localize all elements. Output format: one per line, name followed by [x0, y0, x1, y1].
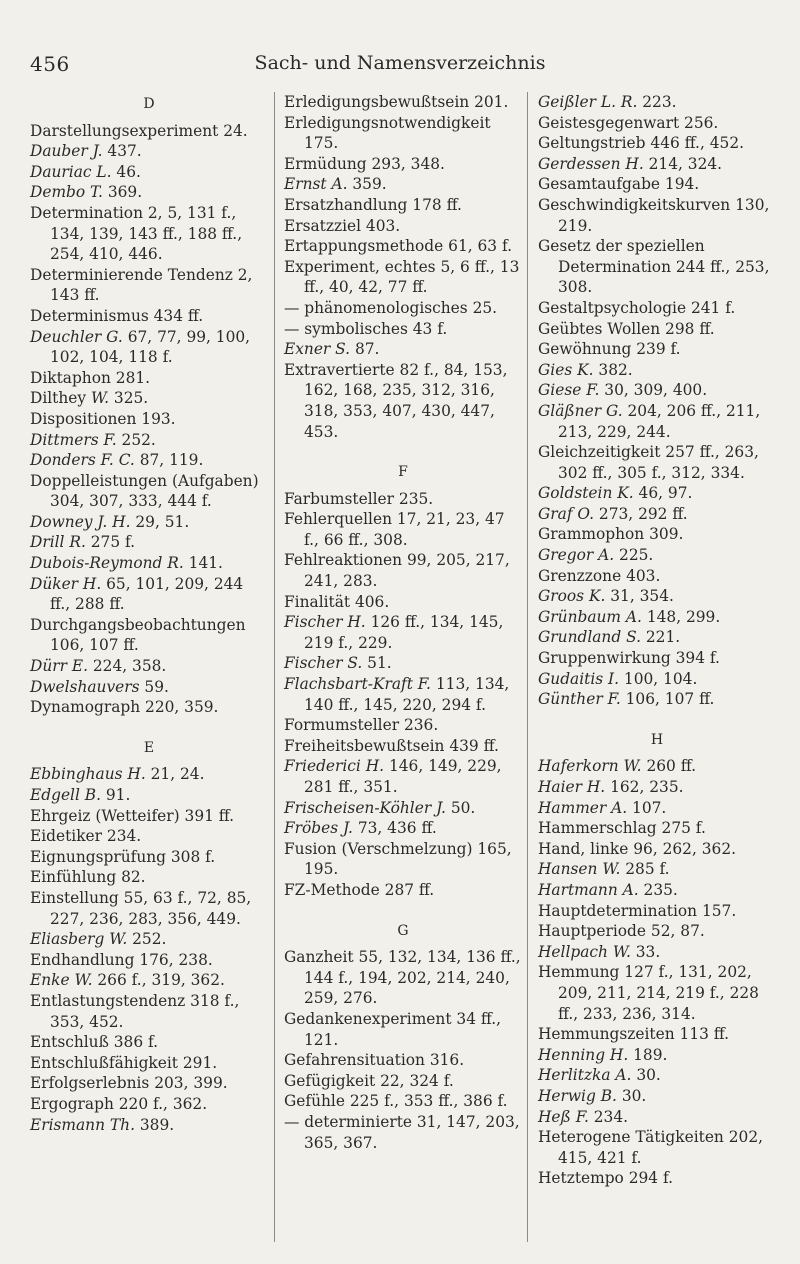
index-entry: Erledigungsbewußtsein 201.: [284, 93, 509, 111]
index-entry: [30, 327, 268, 368]
page-refs: 126 ff., 134, 145, 219 f., 229.: [304, 613, 504, 652]
index-entry: [30, 388, 268, 409]
page-refs: 31, 354.: [605, 587, 674, 606]
index-entry: Diktaphon 281.: [30, 368, 151, 387]
index-entry: [538, 669, 776, 690]
index-entry: Geschwindigkeitskurven 130, 219.: [538, 195, 770, 235]
page-refs: 148, 299.: [641, 607, 721, 626]
author-name: Hartmann A.: [538, 880, 639, 899]
index-entry: [30, 532, 268, 553]
author-name: Hellpach W.: [538, 942, 631, 961]
index-entry: [538, 545, 776, 566]
page-refs: 30.: [616, 1086, 647, 1105]
index-entry: Dynamograph 220, 359.: [30, 698, 219, 717]
index-entry: Gefügigkeit 22, 324 f.: [284, 1071, 454, 1090]
author-name: Dürr E.: [30, 657, 88, 676]
index-entry: Experiment, echtes 5, 6 ff., 13 ff., 40, 42, 77 ff.: [284, 257, 520, 297]
page-refs: 33.: [630, 942, 661, 961]
page-refs: 214, 324.: [643, 154, 723, 173]
author-name: Eliasberg W.: [30, 930, 128, 949]
index-entry: Gruppenwirkung 394 f.: [538, 649, 720, 668]
page-refs: 275 f.: [85, 533, 136, 552]
page-refs: 59.: [139, 677, 169, 696]
index-entry: Ersatzhandlung 178 ff.: [284, 195, 462, 214]
author-name: Grünbaum A.: [538, 607, 642, 626]
entry-term: Dilthey: [30, 389, 91, 408]
index-entry: Erledigungsnotwendigkeit 175.: [284, 113, 491, 153]
index-entry: Grammophon 309.: [538, 525, 684, 544]
index-entry: — phänomenologisches 25.: [284, 298, 498, 317]
index-entry: Fusion (Verschmelzung) 165, 195.: [284, 839, 512, 879]
index-entry: Hauptdetermination 157.: [538, 901, 737, 920]
index-entry: [538, 798, 776, 819]
index-entry: Endhandlung 176, 238.: [30, 950, 213, 969]
author-name: Ernst A.: [284, 175, 348, 194]
author-name: Donders F. C.: [30, 451, 135, 470]
index-entry: Einstellung 55, 63 f., 72, 85, 227, 236, 283, 356, 449.: [30, 888, 252, 928]
column-divider: [274, 92, 275, 1242]
author-name: Fischer H.: [284, 613, 366, 632]
page-refs: 273, 292 ff.: [594, 504, 688, 523]
index-entry: [538, 627, 776, 648]
index-entry: [538, 689, 776, 710]
index-entry: [284, 756, 522, 797]
index-column-2: [284, 92, 522, 1153]
author-name: Gläßner G.: [538, 401, 623, 420]
section-letter: E: [143, 739, 155, 756]
author-name: Hammer A.: [538, 798, 628, 817]
page-refs: 87.: [350, 340, 380, 359]
index-entry: Erfolgserlebnis 203, 399.: [30, 1074, 228, 1093]
page-refs: 252.: [116, 430, 156, 449]
section-letter: G: [397, 922, 409, 939]
page-refs: 65, 101, 209, 244 ff., 288 ff.: [50, 574, 244, 614]
author-name: Heß F.: [538, 1107, 589, 1126]
index-entry: [30, 677, 268, 698]
author-name: Dittmers F.: [30, 430, 117, 449]
index-entry: Ganzheit 55, 132, 134, 136 ff., 144 f., 194, 202, 214, 240, 259, 276.: [284, 948, 521, 1008]
author-name: Fischer S.: [284, 654, 363, 673]
author-name: Günther F.: [538, 690, 621, 709]
author-name: Downey J. H.: [30, 512, 131, 531]
index-entry: [30, 430, 268, 451]
author-name: Gies K.: [538, 360, 594, 379]
index-entry: [30, 764, 268, 785]
page-refs: 189.: [628, 1045, 668, 1064]
index-entry: Entschluß 386 f.: [30, 1033, 159, 1052]
page-refs: 106, 107 ff.: [620, 690, 715, 709]
index-entry: Dispositionen 193.: [30, 409, 176, 428]
index-entry: Grenzzone 403.: [538, 566, 661, 585]
index-entry: — determinierte 31, 147, 203, 365, 367.: [284, 1112, 520, 1152]
author-name: W.: [90, 389, 110, 408]
page-refs: 266 f., 319, 362.: [92, 971, 225, 990]
index-entry: [30, 512, 268, 533]
index-entry: Entschlußfähigkeit 291.: [30, 1053, 218, 1072]
index-entry: [284, 612, 522, 653]
index-entry: Geltungstrieb 446 ff., 452.: [538, 134, 744, 153]
index-entry: Gestaltpsychologie 241 f.: [538, 298, 736, 317]
index-entry: Eignungsprüfung 308 f.: [30, 847, 216, 866]
index-entry: — symbolisches 43 f.: [284, 319, 448, 338]
index-entry: Determinismus 434 ff.: [30, 306, 204, 325]
index-entry: Gefühle 225 f., 353 ff., 386 f.: [284, 1092, 508, 1111]
index-entry: Durchgangsbeobachtungen 106, 107 ff.: [30, 615, 246, 655]
page-refs: 234.: [588, 1107, 629, 1126]
page-refs: 29, 51.: [130, 512, 190, 531]
author-name: Dwelshauvers: [30, 677, 140, 696]
page-refs: 113, 134, 140 ff., 145, 220, 294 f.: [304, 675, 510, 714]
page-refs: 359.: [347, 175, 387, 194]
page-refs: 389.: [134, 1115, 175, 1134]
index-entry: [30, 785, 268, 806]
index-entry: Eidetiker 234.: [30, 827, 142, 846]
section-letter: H: [650, 731, 664, 748]
index-entry: [284, 653, 522, 674]
index-entry: [30, 141, 268, 162]
index-entry: [30, 574, 268, 615]
index-entry: FZ-Methode 287 ff.: [284, 880, 435, 899]
index-entry: Gleichzeitigkeit 257 ff., 263, 302 ff., 305 f., 312, 334.: [538, 443, 759, 482]
page-refs: 46, 97.: [633, 484, 693, 503]
index-entry: Fehlerquellen 17, 21, 23, 47 f., 66 ff., 308.: [284, 510, 505, 549]
page-refs: 67, 77, 99, 100, 102, 104, 118 f.: [50, 327, 251, 367]
index-entry: [538, 504, 776, 525]
page-refs: 369.: [102, 183, 143, 202]
page-refs: 204, 206 ff., 211, 213, 229, 244.: [558, 401, 761, 441]
page-refs: 141.: [183, 554, 223, 573]
index-entry: [30, 182, 268, 203]
index-entry: [538, 483, 776, 504]
index-entry: [30, 450, 268, 471]
index-entry: Hand, linke 96, 262, 362.: [538, 839, 737, 858]
section-letter: F: [398, 464, 408, 481]
author-name: Dubois-Reymond R.: [30, 554, 184, 573]
index-entry: [30, 929, 268, 950]
author-name: Frischeisen-Köhler J.: [284, 798, 446, 817]
index-entry: Hauptperiode 52, 87.: [538, 922, 705, 941]
index-entry: Gesetz der speziellen Determination 244 ff., 253, 308.: [538, 237, 770, 297]
page-refs: 252.: [127, 930, 167, 949]
page-refs: 325.: [109, 389, 149, 408]
index-entry: [30, 162, 268, 183]
page-refs: 73, 436 ff.: [352, 819, 437, 838]
page-refs: 21, 24.: [145, 765, 205, 784]
author-name: Deuchler G.: [30, 327, 123, 346]
page-number: 456: [30, 52, 70, 76]
author-name: Gerdessen H.: [538, 154, 644, 173]
page-refs: 100, 104.: [619, 669, 698, 688]
column-divider: [527, 92, 528, 1242]
index-entry: Doppelleistungen (Aufgaben) 304, 307, 333, 444 f.: [30, 471, 259, 511]
index-entry: [538, 859, 776, 880]
index-entry: [538, 1086, 776, 1107]
page-refs: 223.: [637, 93, 677, 111]
page-refs: 260 ff.: [641, 757, 696, 776]
author-name: Drill R.: [30, 533, 86, 552]
index-entry: Gedankenexperiment 34 ff., 121.: [284, 1009, 502, 1049]
author-name: Enke W.: [30, 971, 93, 990]
page-refs: 437.: [102, 142, 142, 161]
running-head: Sach- und Namensverzeichnis: [254, 52, 546, 74]
index-entry: [284, 339, 522, 360]
index-entry: [284, 818, 522, 839]
author-name: Erismann Th.: [30, 1115, 135, 1134]
section-letter: D: [143, 96, 155, 112]
author-name: Dauriac L.: [30, 162, 112, 181]
author-name: Dembo T.: [30, 183, 103, 202]
index-entry: Ermüdung 293, 348.: [284, 154, 445, 173]
index-entry: Hammerschlag 275 f.: [538, 819, 706, 838]
author-name: Graf O.: [538, 504, 595, 523]
index-entry: Hetztempo 294 f.: [538, 1169, 674, 1188]
index-entry: Ertappungsmethode 61, 63 f.: [284, 237, 513, 256]
page-refs: 50.: [445, 798, 476, 817]
index-entry: [538, 586, 776, 607]
author-name: Groos K.: [538, 587, 606, 606]
index-entry: Gesamtaufgabe 194.: [538, 175, 700, 194]
index-entry: Einfühlung 82.: [30, 868, 146, 887]
index-entry: Hemmungszeiten 113 ff.: [538, 1025, 730, 1044]
index-entry: [538, 380, 776, 401]
index-entry: Determination 2, 5, 131 f., 134, 139, 143 ff., 188 ff., 254, 410, 446.: [30, 203, 243, 264]
index-entry: Heterogene Tätigkeiten 202, 415, 421 f.: [538, 1128, 763, 1167]
page-header: [0, 0, 800, 76]
index-column-3: [538, 92, 776, 1189]
index-entry: [284, 798, 522, 819]
index-entry: Ersatzziel 403.: [284, 216, 401, 235]
author-name: Flachsbart-Kraft F.: [284, 675, 431, 694]
index-entry: Fehlreaktionen 99, 205, 217, 241, 283.: [284, 551, 510, 591]
author-name: Düker H.: [30, 574, 102, 593]
index-entry: Finalität 406.: [284, 592, 390, 611]
page-refs: 87, 119.: [134, 451, 204, 470]
index-entry: [538, 1045, 776, 1066]
author-name: Haier H.: [538, 778, 606, 796]
author-name: Herwig B.: [538, 1086, 617, 1105]
index-entry: Geistesgegenwart 256.: [538, 113, 719, 132]
index-entry: Gewöhnung 239 f.: [538, 340, 681, 359]
author-name: Herlitzka A.: [538, 1066, 632, 1085]
author-name: Hansen W.: [538, 860, 621, 879]
page-refs: 221.: [640, 628, 681, 647]
author-name: Gudaitis I.: [538, 669, 620, 688]
page-refs: 162, 235.: [605, 778, 684, 796]
index-entry: Ehrgeiz (Wetteifer) 391 ff.: [30, 806, 235, 825]
index-entry: Ergograph 220 f., 362.: [30, 1094, 208, 1113]
page-refs: 51.: [362, 654, 392, 673]
index-entry: [538, 360, 776, 381]
index-entry: Determinierende Tendenz 2, 143 ff.: [30, 265, 253, 305]
author-name: Haferkorn W.: [538, 757, 642, 776]
author-name: Gregor A.: [538, 546, 615, 565]
index-entry: [538, 1107, 776, 1128]
author-name: Goldstein K.: [538, 484, 634, 503]
page-refs: 224, 358.: [88, 657, 167, 676]
index-entry: [538, 92, 776, 113]
page-refs: 225.: [614, 546, 654, 565]
index-entry: [538, 401, 776, 442]
index-entry: [30, 656, 268, 677]
index-entry: Farbumsteller 235.: [284, 489, 434, 508]
author-name: Giese F.: [538, 381, 600, 400]
index-entry: Entlastungstendenz 318 f., 353, 452.: [30, 991, 240, 1031]
index-entry: [538, 607, 776, 628]
index-entry: [30, 970, 268, 991]
index-entry: [30, 1115, 268, 1136]
index-entry: [538, 154, 776, 175]
page-refs: 30.: [631, 1066, 661, 1085]
author-name: Dauber J.: [30, 142, 103, 161]
author-name: Grundland S.: [538, 628, 641, 647]
index-entry: [538, 880, 776, 901]
index-entry: Darstellungsexperiment 24.: [30, 121, 248, 140]
index-entry: [538, 777, 776, 798]
index-entry: [538, 756, 776, 777]
index-entry: [30, 553, 268, 574]
index-entry: [284, 674, 522, 715]
author-name: Henning H.: [538, 1045, 629, 1064]
page-refs: 91.: [101, 786, 131, 804]
index-entry: [538, 1065, 776, 1086]
page-refs: 30, 309, 400.: [599, 381, 708, 400]
author-name: Geißler L. R.: [538, 93, 638, 111]
author-name: Edgell B.: [30, 786, 101, 804]
index-entry: [284, 174, 522, 195]
author-name: Friederici H.: [284, 757, 385, 776]
page-refs: 382.: [593, 360, 633, 379]
author-name: Exner S.: [284, 340, 351, 359]
page-refs: 46.: [111, 162, 141, 181]
index-entry: Freiheitsbewußtsein 439 ff.: [284, 736, 499, 755]
page-refs: 146, 149, 229, 281 ff., 351.: [304, 757, 502, 796]
index-entry: [538, 942, 776, 963]
page-refs: 285 f.: [620, 860, 670, 879]
page-refs: 107.: [627, 798, 667, 817]
page-refs: 235.: [638, 880, 678, 899]
index-entry: Gefahrensituation 316.: [284, 1051, 465, 1070]
author-name: Ebbinghaus H.: [30, 765, 146, 784]
index-entry: Extravertierte 82 f., 84, 153, 162, 168, 235, 312, 316, 318, 353, 407, 430, 447, 453.: [284, 360, 508, 441]
index-entry: Geübtes Wollen 298 ff.: [538, 319, 715, 338]
author-name: Fröbes J.: [284, 819, 353, 838]
index-entry: Formumsteller 236.: [284, 716, 439, 735]
index-column-1: [30, 92, 268, 1135]
index-entry: Hemmung 127 f., 131, 202, 209, 211, 214, 219 f., 228 ff., 233, 236, 314.: [538, 963, 759, 1023]
